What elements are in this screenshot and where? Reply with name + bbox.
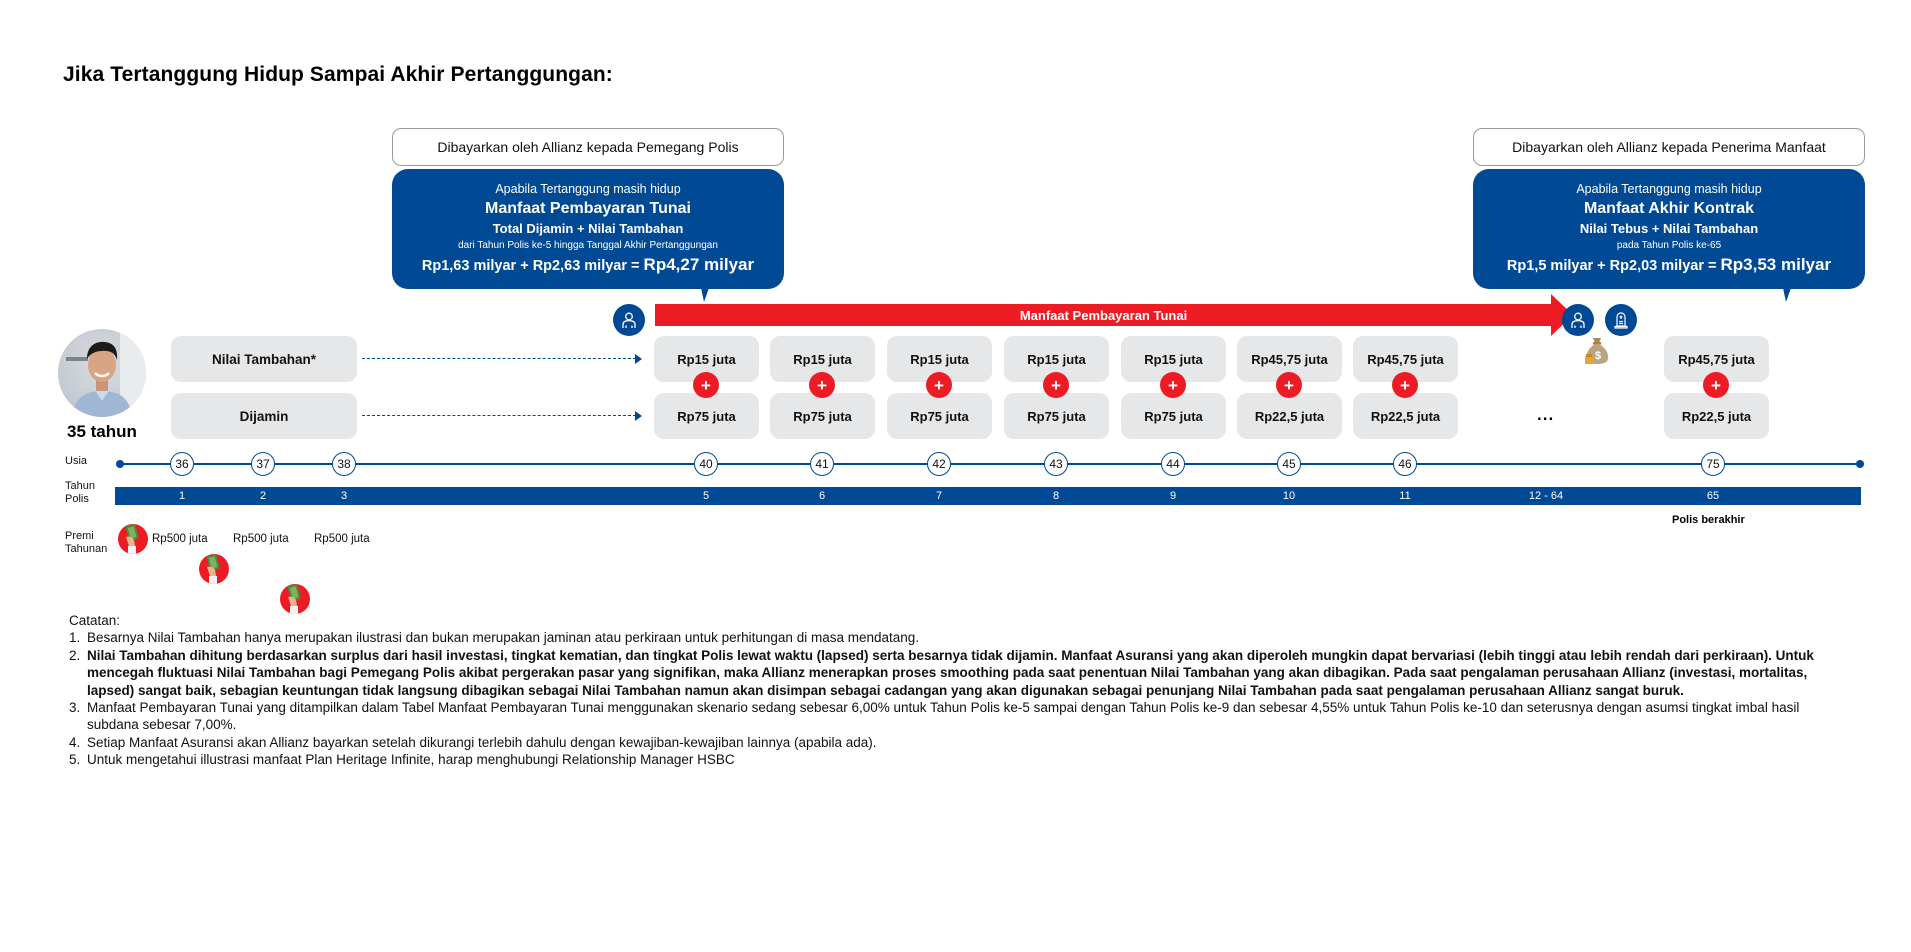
row-label-age: Usia: [65, 455, 88, 467]
plus-icon: +: [809, 372, 835, 398]
dashed-connector: [362, 358, 636, 359]
note-text: Besarnya Nilai Tambahan hanya merupakan ilustrasi dan bukan merupakan jaminan atau perkiraan untuk perhitungan di masa mendatang.: [87, 630, 920, 646]
guaranteed-value: Rp75 juta: [654, 393, 759, 439]
year-label: 5: [702, 490, 710, 502]
age-marker: 45: [1277, 452, 1301, 476]
bonus-value: Rp15 juta: [1004, 336, 1109, 382]
guaranteed-value: Rp75 juta: [887, 393, 992, 439]
person-icon: [1562, 304, 1594, 336]
note-text: Setiap Manfaat Asuransi akan Allianz bayarkan setelah dikurangi terlebih dahulu dengan kewajiban-kewajiban lainnya (apabila ada).: [87, 734, 877, 750]
row-label-policy-year-line2: Polis: [65, 493, 89, 505]
note-item: [69, 629, 1849, 646]
avatar: [58, 329, 146, 417]
age-marker: 42: [927, 452, 951, 476]
year-label: 6: [818, 490, 826, 502]
year-label: 7: [935, 490, 943, 502]
notes-heading: Catatan:: [69, 613, 121, 628]
callout-subtitle: Apabila Tertanggung masih hidup: [495, 182, 681, 196]
age-marker: 46: [1393, 452, 1417, 476]
note-number: 5.: [69, 752, 81, 768]
callout-total-parts: Rp1,63 milyar + Rp2,63 milyar =: [421, 258, 644, 274]
year-label: 3: [340, 490, 348, 502]
note-item: [69, 699, 1849, 734]
guaranteed-value: Rp22,5 juta: [1664, 393, 1769, 439]
premium-amount: Rp500 juta: [152, 533, 208, 545]
year-label: 2: [259, 490, 267, 502]
person-icon: [613, 304, 645, 336]
policy-end-label: Polis berakhir: [1672, 514, 1745, 526]
payer-box-beneficiary: Dibayarkan oleh Allianz kepada Penerima Manfaat: [1473, 128, 1865, 166]
guaranteed-value: Rp22,5 juta: [1237, 393, 1342, 439]
year-label: 1: [178, 490, 186, 502]
bonus-value: Rp15 juta: [770, 336, 875, 382]
page-title: Jika Tertanggung Hidup Sampai Akhir Pertanggungan:: [63, 63, 613, 86]
year-label: 8: [1052, 490, 1060, 502]
label-bonus: Nilai Tambahan*: [171, 336, 357, 382]
dashed-connector: [362, 415, 636, 416]
note-text: Untuk mengetahui illustrasi manfaat Plan Heritage Infinite, harap menghubungi Relationship Manager HSBC: [87, 752, 735, 768]
hand-money-icon: [118, 524, 148, 554]
note-number: 3.: [69, 700, 81, 716]
premium-amount: Rp500 juta: [233, 533, 289, 545]
callout-formula: Nilai Tebus + Nilai Tambahan: [1579, 221, 1759, 236]
money-bag-icon: [1583, 334, 1611, 366]
guaranteed-value: Rp75 juta: [1004, 393, 1109, 439]
age-timeline-line: [120, 463, 1860, 465]
payer-box-policyholder: Dibayarkan oleh Allianz kepada Pemegang Polis: [392, 128, 784, 166]
callout-total-parts: Rp1,5 milyar + Rp2,03 milyar =: [1506, 258, 1721, 274]
plus-icon: +: [693, 372, 719, 398]
premium-amount: Rp500 juta: [314, 533, 370, 545]
bonus-value: Rp45,75 juta: [1237, 336, 1342, 382]
policy-year-bar: [115, 487, 1861, 505]
notes-section: [69, 612, 1849, 769]
callout-total: [1481, 254, 1857, 277]
callout-range: dari Tahun Polis ke-5 hingga Tanggal Akhir Pertanggungan: [458, 240, 718, 251]
bonus-value: Rp45,75 juta: [1664, 336, 1769, 382]
year-label: 11: [1399, 490, 1411, 502]
timeline-start-dot: [116, 460, 124, 468]
row-label-policy-year-line1: Tahun: [65, 480, 95, 492]
callout-total-result: Rp3,53 milyar: [1720, 255, 1832, 274]
connector-arrow-head: [635, 411, 642, 421]
guaranteed-value: Rp75 juta: [1121, 393, 1226, 439]
row-label-policy-year: [65, 480, 95, 506]
note-number: 1.: [69, 630, 81, 646]
callout-subtitle: Apabila Tertanggung masih hidup: [1576, 182, 1762, 196]
age-marker: 37: [251, 452, 275, 476]
guaranteed-value: Rp75 juta: [770, 393, 875, 439]
year-label: 9: [1169, 490, 1177, 502]
callout-title: Manfaat Pembayaran Tunai: [485, 200, 691, 217]
age-marker: 75: [1701, 452, 1725, 476]
hand-money-icon: [199, 554, 229, 584]
notes-list: [69, 629, 1849, 768]
year-label-gap: 12 - 64: [1528, 490, 1564, 502]
note-number: 4.: [69, 734, 81, 750]
note-text: Manfaat Pembayaran Tunai yang ditampilkan dalam Tabel Manfaat Pembayaran Tunai menggunakan skenario sedang sebesar 6,00% untuk Tahun Polis ke-5 sampai dengan Tahun Polis ke-9 dan sebesar 4,55% untuk Tahun Polis ke-10 dan seterusnya dengan asumsi tingkat imbal hasil subdana sebesar 7,00%.: [87, 700, 1800, 733]
note-item: [69, 734, 1849, 751]
age-marker: 43: [1044, 452, 1068, 476]
bonus-value: Rp15 juta: [1121, 336, 1226, 382]
plus-icon: +: [1043, 372, 1069, 398]
callout-title: Manfaat Akhir Kontrak: [1583, 200, 1755, 217]
plus-icon: +: [926, 372, 952, 398]
guaranteed-value: Rp22,5 juta: [1353, 393, 1458, 439]
note-item: [69, 751, 1849, 768]
label-guaranteed: Dijamin: [171, 393, 357, 439]
age-marker: 41: [810, 452, 834, 476]
callout-total: [400, 254, 776, 277]
row-label-premium-line1: Premi: [65, 530, 94, 542]
cash-benefit-arrow: Manfaat Pembayaran Tunai: [655, 304, 1552, 326]
callout-cash-benefit: [392, 169, 784, 289]
plus-icon: +: [1703, 372, 1729, 398]
callout-tail: [1783, 288, 1791, 302]
plus-icon: +: [1392, 372, 1418, 398]
note-text: Nilai Tambahan dihitung berdasarkan surplus dari hasil investasi, tingkat kematian, dan tingkat Polis lewat waktu (lapsed) serta besarnya tidak dijamin. Manfaat Asuransi yang akan diperoleh mungkin dapat bervariasi (lebih tinggi atau lebih rendah dari perkiraan). Untuk mencegah fluktuasi Nilai Tambahan bagi Pemegang Polis akibat pergerakan pasar yang signifikan, maka Allianz menerapkan proses smoothing pada saat penentuan Nilai Tambahan yang akan dibagikan. Pada saat pengalaman perusahaan Allianz (investasi, mortalitas, lapsed) sangat baik, sebagian keuntungan tidak langsung dibagikan sebagai Nilai Tambahan namun akan disimpan sebagai cadangan yang akan digunakan sebagai penunjang Nilai Tambahan pada saat pengalaman perusahaan Allianz sangat buruk.: [87, 647, 1814, 698]
hand-money-icon: [280, 584, 310, 614]
callout-tail: [701, 288, 709, 302]
ellipsis: ...: [1537, 405, 1555, 424]
tombstone-icon: [1605, 304, 1637, 336]
note-number: 2.: [69, 647, 81, 663]
age-marker: 36: [170, 452, 194, 476]
callout-range: pada Tahun Polis ke-65: [1616, 240, 1722, 251]
note-item: [69, 647, 1849, 699]
callout-formula: Total Dijamin + Nilai Tambahan: [492, 221, 684, 236]
row-label-premium: [65, 530, 107, 556]
connector-arrow-head: [635, 354, 642, 364]
bonus-value: Rp45,75 juta: [1353, 336, 1458, 382]
callout-total-result: Rp4,27 milyar: [643, 255, 755, 274]
insured-age: 35 tahun: [67, 422, 137, 441]
year-label: 65: [1706, 490, 1720, 502]
bonus-value: Rp15 juta: [887, 336, 992, 382]
row-label-premium-line2: Tahunan: [65, 543, 108, 555]
age-marker: 40: [694, 452, 718, 476]
plus-icon: +: [1276, 372, 1302, 398]
svg-text:$: $: [1594, 350, 1602, 362]
callout-maturity-benefit: [1473, 169, 1865, 289]
age-marker: 38: [332, 452, 356, 476]
age-marker: 44: [1161, 452, 1185, 476]
bonus-value: Rp15 juta: [654, 336, 759, 382]
year-label: 10: [1282, 490, 1296, 502]
plus-icon: +: [1160, 372, 1186, 398]
timeline-end-dot: [1856, 460, 1864, 468]
